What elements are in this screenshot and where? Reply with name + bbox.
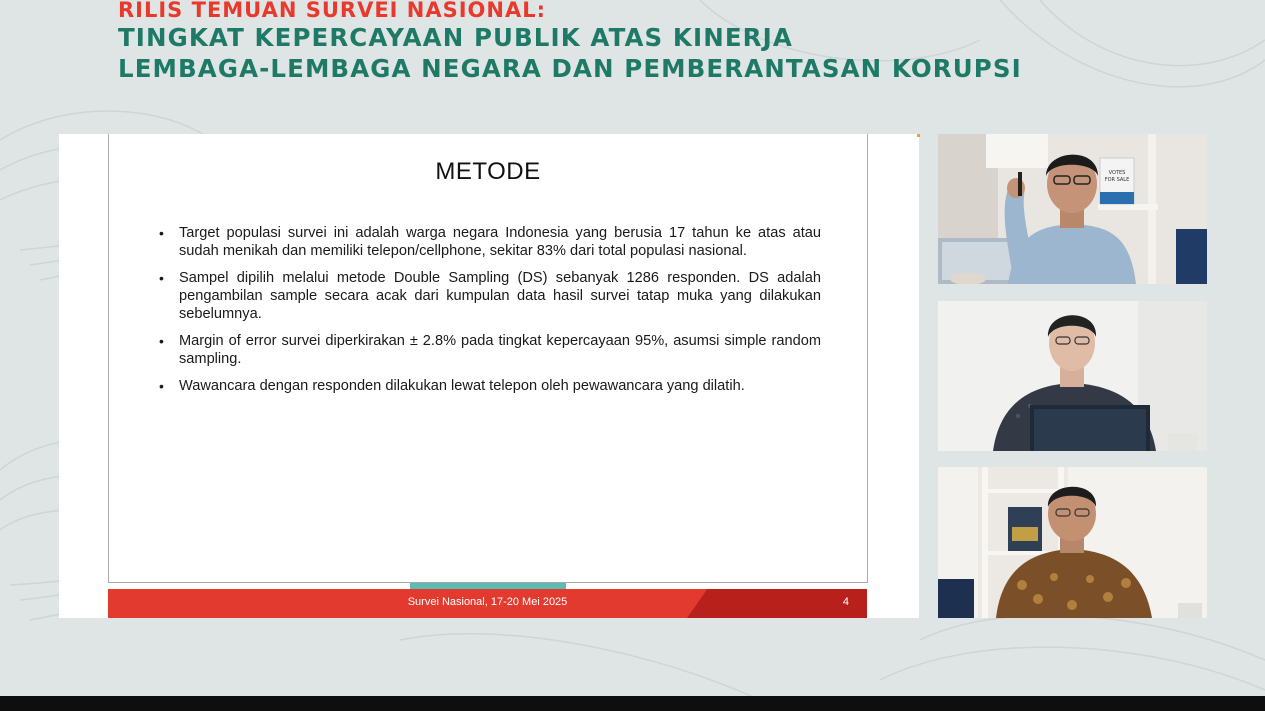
video-tile-speaker-3[interactable] [938,467,1207,618]
slide-footer-bar [108,589,867,618]
bullet-item: • Wawancara dengan responden dilakukan lewat telepon oleh pewawancara yang dilatih. [159,377,821,395]
video-tile-speaker-1[interactable] [938,134,1207,284]
book-title-line-2: FOR SALE [1104,177,1130,183]
slide-title: METODE [435,158,541,185]
video-feed-2 [938,301,1207,451]
footer-text: Survei Nasional, 17-20 Mei 2025 [407,596,568,608]
header-line-3: LEMBAGA-LEMBAGA NEGARA DAN PEMBERANTASAN KORUPSI [118,54,1022,83]
header-line-1: RILIS TEMUAN SURVEI NASIONAL: [118,0,547,22]
video-feed-1 [938,134,1207,284]
video-feed-3 [938,467,1207,618]
bullet-list [159,224,821,404]
presentation-slide [59,134,919,618]
header-titles [118,0,1118,84]
bullet-item: • Sampel dipilih melalui metode Double Sampling (DS) sebanyak 1286 responden. DS adalah pengambilan sample secara acak dari kumpulan data hasil survei tatap muka yang dilakukan sebelumnya. [159,269,821,323]
video-tile-speaker-2[interactable] [938,301,1207,451]
header-line-2: TINGKAT KEPERCAYAAN PUBLIK ATAS KINERJA [118,23,793,52]
book-title-line-1: VOTES [1108,170,1126,176]
slide-page-number: 4 [842,596,849,608]
bullet-item: • Target populasi survei ini adalah warga negara Indonesia yang berusia 17 tahun ke atas atau sudah menikah dan memiliki telepon/cellphone, sekitar 83% dari total populasi nasional. [159,224,821,260]
slide-content-frame [108,134,868,583]
bullet-item: • Margin of error survei diperkirakan ± 2.8% pada tingkat kepercayaan 95%, asumsi simple random sampling. [159,332,821,368]
bottom-black-bar [0,696,1265,711]
indicator-dot [917,134,920,137]
